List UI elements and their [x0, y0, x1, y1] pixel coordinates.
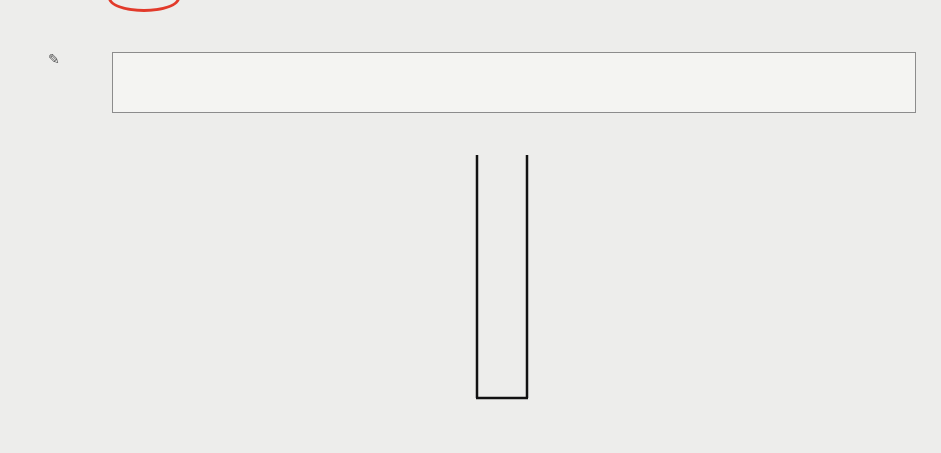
pencil-icon[interactable]: ✎ — [48, 52, 60, 68]
stack-diagram — [476, 155, 528, 398]
